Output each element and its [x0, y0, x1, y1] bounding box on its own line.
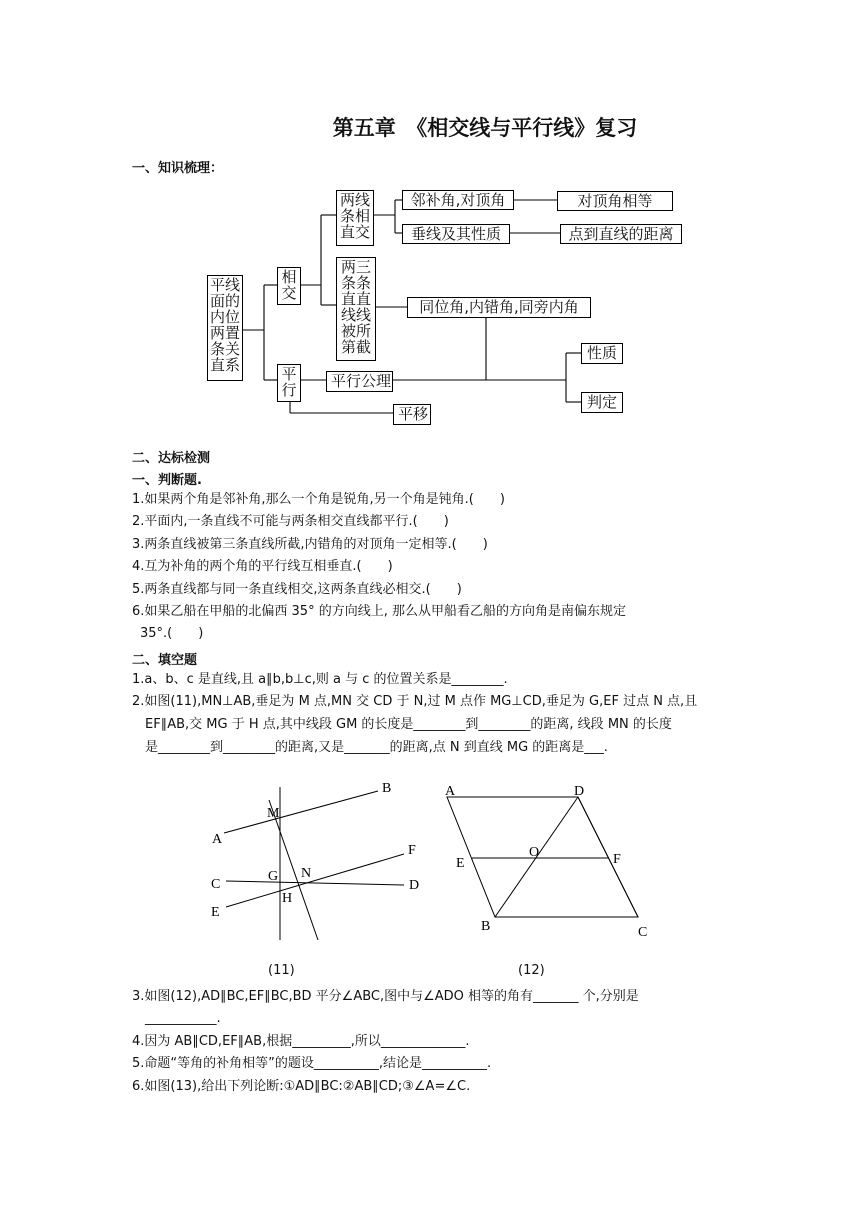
tree-three-lines: 两三条条直直线线被所第截 — [336, 257, 376, 361]
fig11-label-h: H — [282, 891, 293, 906]
fig11-label-g: G — [268, 869, 279, 884]
fig11-label-m: M — [267, 806, 280, 821]
fig12-label-o: O — [529, 845, 540, 860]
fig12-label-d: D — [574, 784, 585, 799]
fig11-label-n: N — [301, 866, 312, 881]
fill-item-1: 1.a、b、c 是直线,且 a∥b,b⊥c,则 a 与 c 的位置关系是________. — [132, 672, 508, 687]
judge-item-2: 2.平面内,一条直线不可能与两条相交直线都平行.( ) — [132, 514, 449, 529]
fill-item-4: 4.因为 AB∥CD,EF∥AB,根据_________,所以_____________. — [132, 1034, 470, 1049]
fig11-label-b: B — [382, 781, 392, 796]
tree-decide: 判定 — [581, 392, 623, 413]
tree-parallel-axiom: 平行公理 — [326, 371, 393, 392]
fill-item-3: 3.如图(12),AD∥BC,EF∥BC,BD 平分∠ABC,图中与∠ADO 相等的角有_______ 个,分别是 — [132, 989, 639, 1004]
fill-item-2-line2: EF∥AB,交 MG 于 H 点,其中线段 GM 的长度是________到________的距离, 线段 MN 的长度 — [145, 717, 672, 732]
tree-distance: 点到直线的距离 — [560, 224, 682, 244]
tree-property: 性质 — [581, 343, 623, 364]
tree-vertical-equal: 对顶角相等 — [557, 191, 673, 211]
judge-item-4: 4.互为补角的两个角的平行线互相垂直.( ) — [132, 559, 393, 574]
fill-item-6: 6.如图(13),给出下列论断:①AD∥BC:②AB∥CD;③∠A=∠C. — [132, 1079, 471, 1094]
judge-item-6: 6.如果乙船在甲船的北偏西 35° 的方向线上, 那么从甲船看乙船的方向角是南偏东规定 — [132, 604, 626, 619]
section-heading-check: 二、达标检测 — [132, 451, 211, 466]
fig12-label-f: F — [613, 852, 621, 867]
tree-intersect: 相交 — [277, 267, 301, 305]
part-heading-fill: 二、填空题 — [132, 653, 198, 668]
tree-perpendicular-intersect: 两线条相直交 — [336, 190, 374, 246]
tree-adjacent-vertical: 邻补角,对顶角 — [402, 190, 514, 210]
tree-root: 平线面的内位两置条关直系 — [207, 275, 243, 381]
judge-item-5: 5.两条直线都与同一条直线相交,这两条直线必相交.( ) — [132, 582, 462, 597]
fig11-label-a: A — [212, 832, 223, 847]
parallelogram-abcd — [447, 797, 638, 917]
fig11-label-d: D — [409, 878, 420, 893]
fig11-label-f: F — [408, 843, 416, 858]
fig12-label-e: E — [456, 856, 465, 871]
part-heading-judge: 一、判断题. — [132, 473, 202, 488]
judge-item-3: 3.两条直线被第三条直线所截,内错角的对顶角一定相等.( ) — [132, 537, 488, 552]
tree-three-angles: 同位角,内错角,同旁内角 — [407, 297, 591, 318]
fill-item-5: 5.命题“等角的补角相等”的题设__________,结论是__________. — [132, 1056, 492, 1071]
figure-12-caption: (12) — [518, 963, 545, 978]
fill-item-2-line3: 是________到________的距离,又是_______的距离,点 N 到直线 MG 的距离是___. — [145, 740, 608, 755]
tree-translation: 平移 — [393, 404, 431, 425]
fig11-label-e: E — [211, 905, 220, 920]
tree-perpendicular: 垂线及其性质 — [402, 224, 510, 244]
fill-item-2: 2.如图(11),MN⊥AB,垂足为 M 点,MN 交 CD 于 N,过 M 点作 MG⊥CD,垂足为 G,EF 过点 N 点,且 — [132, 694, 698, 709]
section-heading-knowledge: 一、知识梳理： — [132, 161, 224, 176]
fig12-label-b: B — [481, 919, 491, 934]
figure-11-caption: (11) — [268, 963, 295, 978]
side-dc — [578, 797, 638, 917]
judge-item-6-cont: 35°.( ) — [140, 626, 204, 641]
fig11-label-c: C — [211, 877, 221, 892]
judge-item-1: 1.如果两个角是邻补角,那么一个角是锐角,另一个角是钝角.( ) — [132, 492, 505, 507]
fig12-label-a: A — [445, 784, 456, 799]
fig12-label-c: C — [638, 925, 648, 940]
tree-parallel: 平行 — [277, 364, 301, 402]
fill-item-3-line2: ___________. — [145, 1011, 221, 1026]
page-title: 第五章 《相交线与平行线》复习 — [332, 116, 638, 140]
